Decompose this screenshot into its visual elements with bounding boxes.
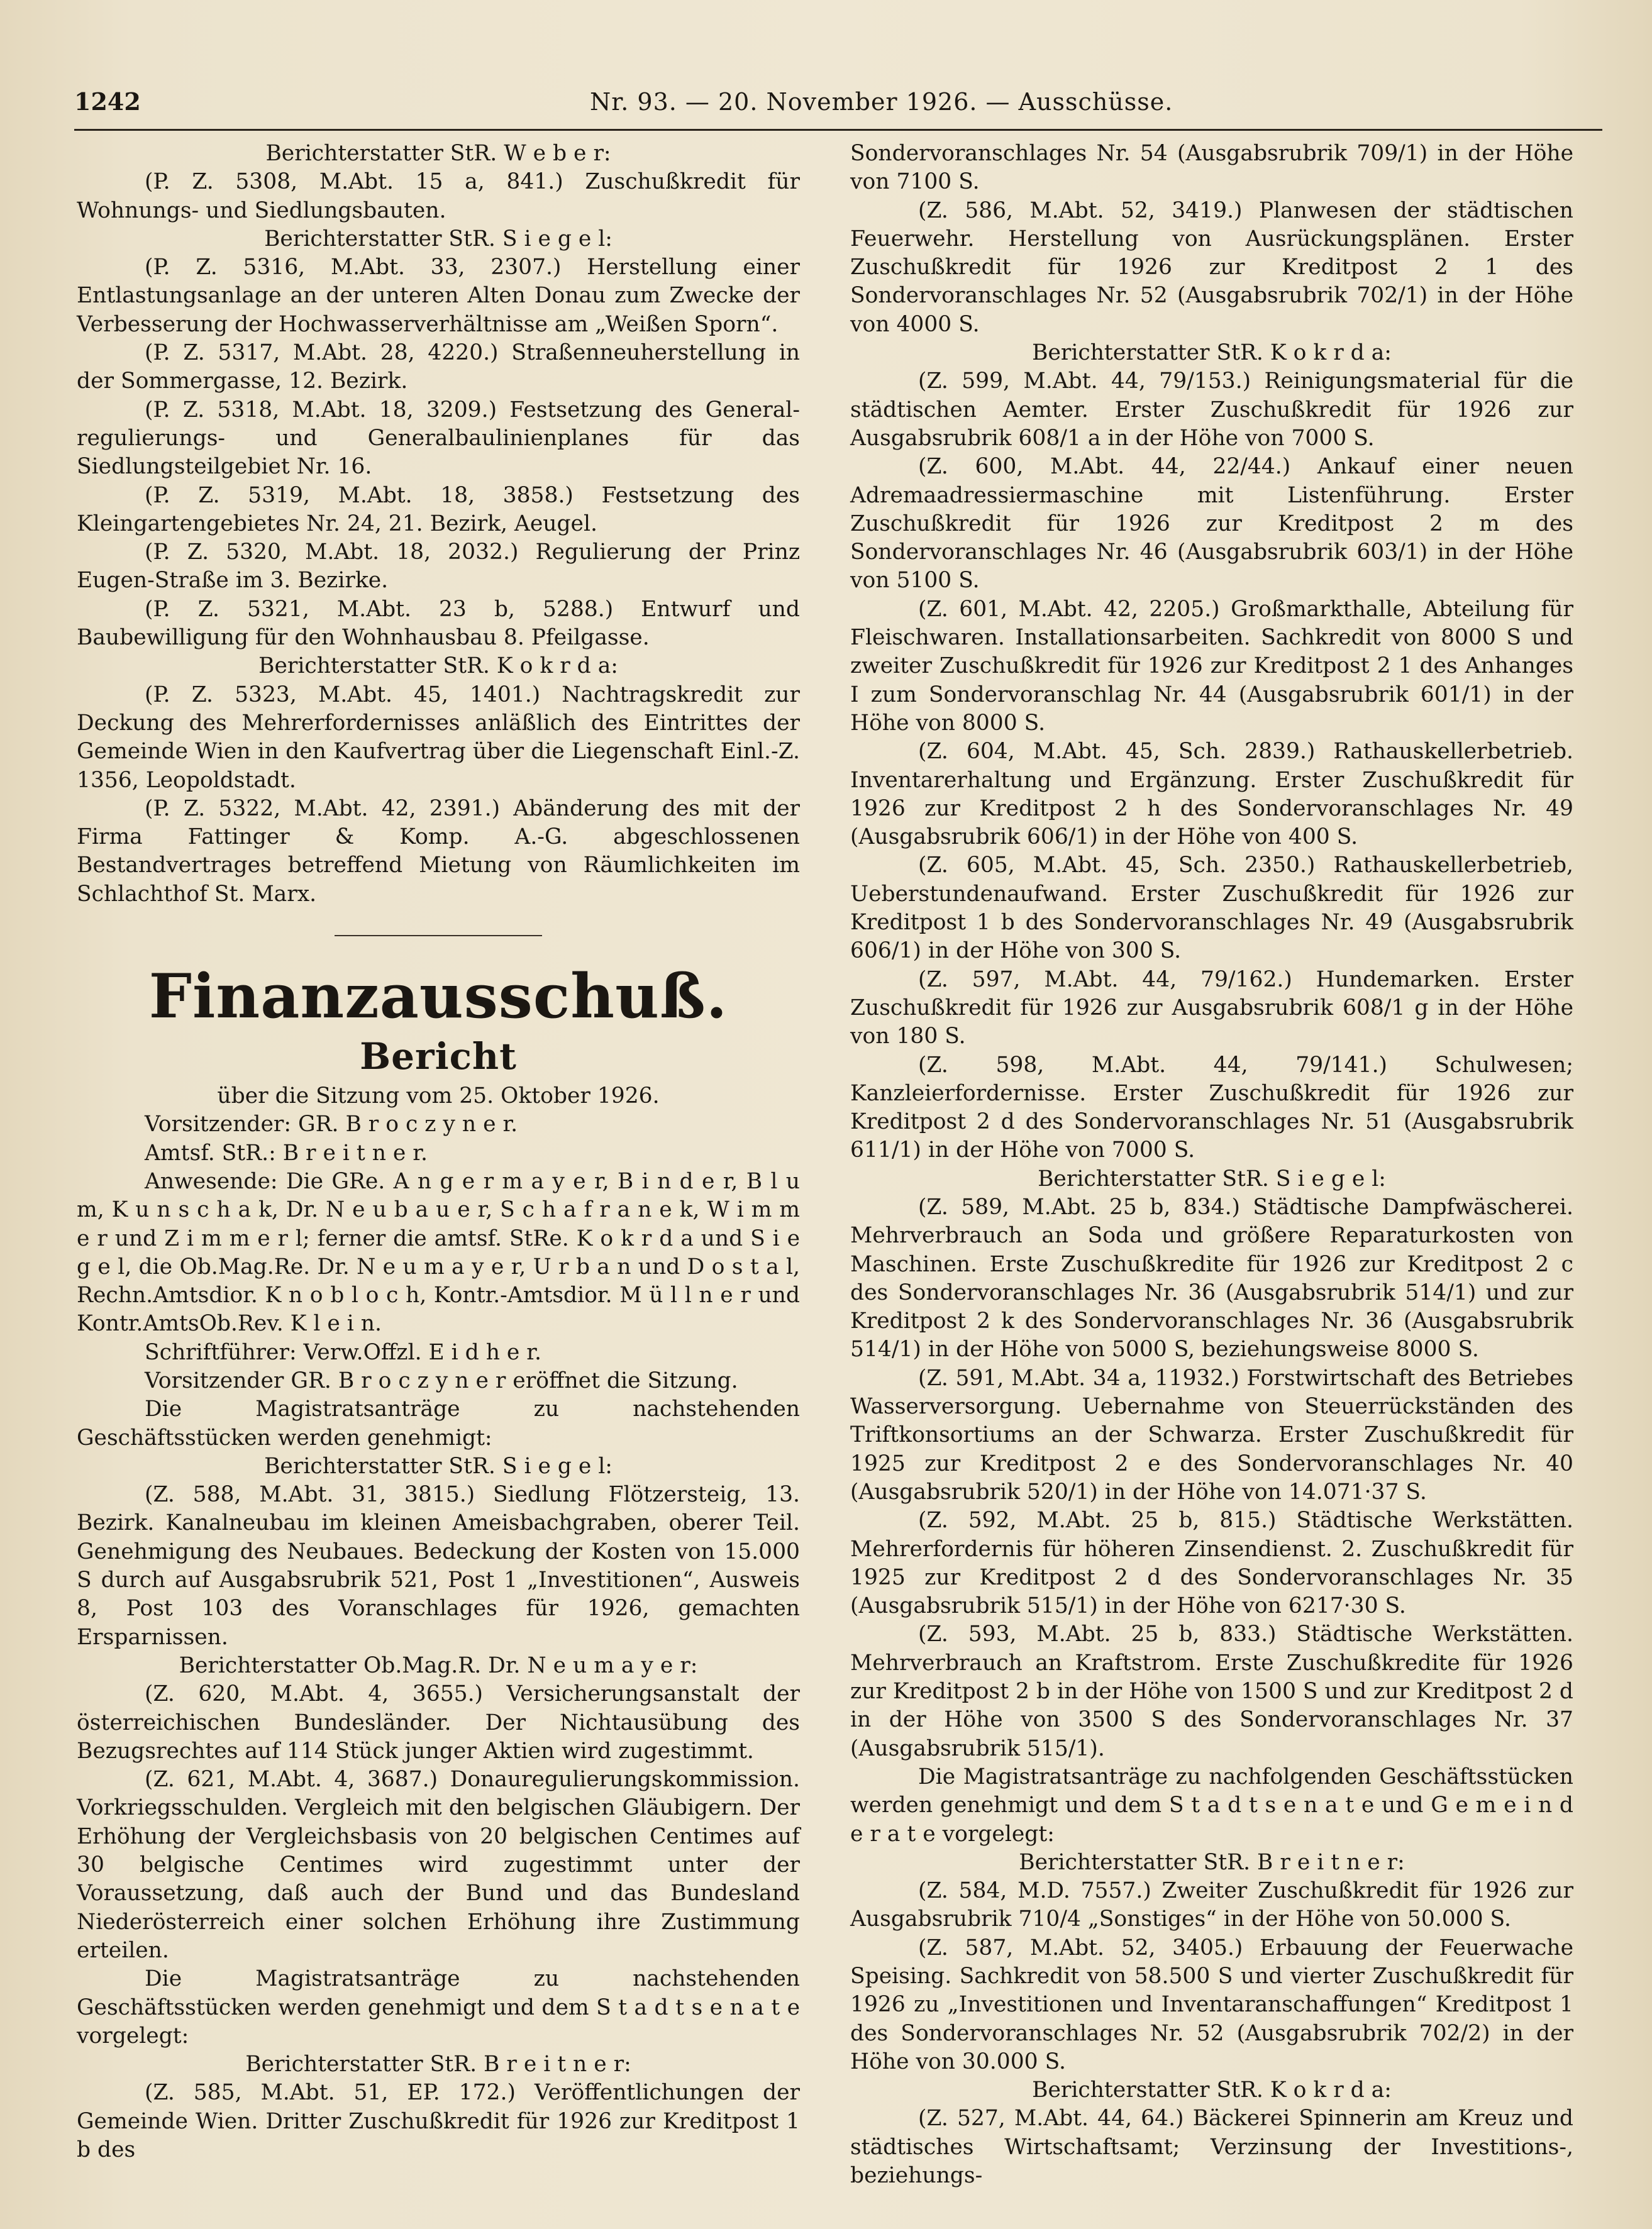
agenda-paragraph: (Z. 591, M.Abt. 34 a, 11932.) Forstwirtschaft des Betriebes Wasserversorgung. Uebernahme von Steuerrückständen des Triftkonsortiums an der Schwarza. Erster Zuschußkredit für 1925 zur Kreditpost 2 e des Sondervoranschlages Nr. 40 (Ausgabsrubrik 520/1) in der Höhe von 14.071·37 S. [850, 1365, 1573, 1505]
agenda-paragraph: (P. Z. 5308, M.Abt. 15 a, 841.) Zuschußkredit für Wohnungs- und Siedlungsbauten. [77, 169, 800, 223]
page-number: 1242 [74, 87, 141, 116]
agenda-paragraph: Vorsitzender GR. B r o c z y n e r eröffnet die Sitzung. [145, 1368, 738, 1393]
rapporteur-heading: Berichterstatter StR. K o k r d a: [1032, 340, 1392, 366]
rapporteur-heading: Berichterstatter StR. B r e i t n e r: [1019, 1849, 1405, 1875]
agenda-paragraph: (Z. 586, M.Abt. 52, 3419.) Planwesen der städtischen Feuerwehr. Herstellung von Ausrückungsplänen. Erster Zuschußkredit für 1926 zur Kreditpost 2 1 des Sondervoranschlages Nr. 52 (Ausgabsrubrik 702/1) in der Höhe von 4000 S. [850, 197, 1573, 337]
agenda-paragraph: (Z. 589, M.Abt. 25 b, 834.) Städtische Dampfwäscherei. Mehrverbrauch an Soda und größere Reparaturkosten von Maschinen. Erste Zuschußkredite für 1926 zur Kreditpost 2 c des Sondervoranschlages Nr. 36 (Ausgabsrubrik 514/1) und zur Kreditpost 2 k des Sondervoranschlages Nr. 36 (Ausgabsrubrik 514/1) in der Höhe von 5000 S, beziehungsweise 8000 S. [850, 1194, 1573, 1363]
agenda-paragraph: Amtsf. StR.: B r e i t n e r. [145, 1140, 428, 1166]
section-separator [335, 935, 542, 936]
agenda-paragraph: (Z. 599, M.Abt. 44, 79/153.) Reinigungsmaterial für die städtischen Aemter. Erster Zuschußkredit für 1926 zur Ausgabsrubrik 608/1 a in der Höhe von 7000 S. [850, 368, 1573, 451]
agenda-paragraph: (Z. 598, M.Abt. 44, 79/141.) Schulwesen; Kanzleierfordernisse. Erster Zuschußkredit für 1926 zur Kreditpost 2 d des Sondervoranschlages Nr. 51 (Ausgabsrubrik 611/1) in der Höhe von 7000 S. [850, 1052, 1573, 1163]
agenda-paragraph: (Z. 604, M.Abt. 45, Sch. 2839.) Rathauskellerbetrieb. Inventarerhaltung und Ergänzung. Erster Zuschußkredit für 1926 zur Kreditpost 2 h des Sondervoranschlages Nr. 49 (Ausgabsrubrik 606/1) in der Höhe von 400 S. [850, 739, 1573, 850]
rapporteur-heading: Berichterstatter Ob.Mag.R. Dr. N e u m a y e r: [179, 1652, 698, 1678]
header-rule [74, 129, 1602, 131]
right-column [850, 140, 1573, 2190]
agenda-paragraph: (P. Z. 5317, M.Abt. 28, 4220.) Straßenneuherstellung in der Sommergasse, 12. Bezirk. [77, 340, 800, 394]
agenda-paragraph: (P. Z. 5322, M.Abt. 42, 2391.) Abänderung des mit der Firma Fattinger & Komp. A.-G. abgeschlossenen Bestandvertrages betreffend Mietung von Räumlichkeiten im Schlachthof St. Marx. [77, 795, 800, 907]
agenda-paragraph: Die Magistratsanträge zu nachstehenden Geschäftsstücken werden genehmigt und dem S t a d t s e n a t e vorgelegt: [77, 1966, 800, 2049]
rapporteur-heading: Berichterstatter StR. K o k r d a: [258, 653, 618, 679]
agenda-paragraph: (Z. 600, M.Abt. 44, 22/44.) Ankauf einer neuen Adremaadressiermaschine mit Listenführung. Erster Zuschußkredit für 1926 zur Kreditpost 2 m des Sondervoranschlages Nr. 46 (Ausgabsrubrik 603/1) in der Höhe von 5100 S. [850, 454, 1573, 594]
agenda-paragraph: (Z. 601, M.Abt. 42, 2205.) Großmarkthalle, Abteilung für Fleischwaren. Installationsarbeiten. Sachkredit von 8000 S und zweiter Zuschußkredit für 1926 zur Kreditpost 2 1 des Anhanges I zum Sondervoranschlag Nr. 44 (Ausgabsrubrik 601/1) in der Höhe von 8000 S. [850, 596, 1573, 736]
rapporteur-heading: über die Sitzung vom 25. Oktober 1926. [217, 1083, 660, 1109]
page-header [74, 87, 1596, 124]
agenda-paragraph: (Z. 605, M.Abt. 45, Sch. 2350.) Rathauskellerbetrieb, Ueberstundenaufwand. Erster Zuschußkredit für 1926 zur Kreditpost 1 b des Sondervoranschlages Nr. 49 (Ausgabsrubrik 606/1) in der Höhe von 300 S. [850, 853, 1573, 964]
agenda-paragraph: Vorsitzender: GR. B r o c z y n e r. [145, 1112, 518, 1137]
section-subtitle: Bericht [360, 1035, 517, 1078]
agenda-paragraph: Die Magistratsanträge zu nachstehenden Geschäftsstücken werden genehmigt: [77, 1397, 800, 1451]
agenda-paragraph: Sondervoranschlages Nr. 54 (Ausgabsrubrik 709/1) in der Höhe von 7100 S. [850, 141, 1573, 195]
agenda-paragraph: (P. Z. 5320, M.Abt. 18, 2032.) Regulierung der Prinz Eugen-Straße im 3. Bezirke. [77, 539, 800, 594]
agenda-paragraph: (P. Z. 5323, M.Abt. 45, 1401.) Nachtragskredit zur Deckung des Mehrerfordernisses anläßlich des Eintrittes der Gemeinde Wien in den Kaufvertrag über die Liegenschaft Einl.-Z. 1356, Leopoldstadt. [77, 682, 800, 793]
rapporteur-heading: Berichterstatter StR. K o k r d a: [1032, 2077, 1392, 2103]
rapporteur-heading: Berichterstatter StR. S i e g e l: [264, 1453, 613, 1479]
agenda-paragraph: Schriftführer: Verw.Offzl. E i d h e r. [145, 1339, 541, 1365]
left-column [77, 140, 800, 2164]
agenda-paragraph: (Z. 588, M.Abt. 31, 3815.) Siedlung Flötzersteig, 13. Bezirk. Kanalneubau im kleinen Ameisbachgraben, oberer Teil. Genehmigung des Neubaues. Bedeckung der Kosten von 15.000 S durch auf Ausgabsrubrik 521, Post 1 „Investitionen“, Ausweis 8, Post 103 des Voranschlages für 1926, gemachten Ersparnissen. [77, 1482, 800, 1650]
agenda-paragraph: (Z. 592, M.Abt. 25 b, 815.) Städtische Werkstätten. Mehrerfordernis für höheren Zinsendienst. 2. Zuschußkredit für 1925 zur Kreditpost 2 d des Sondervoranschlages Nr. 35 (Ausgabsrubrik 515/1) in der Höhe von 6217·30 S. [850, 1508, 1573, 1619]
agenda-paragraph: Die Magistratsanträge zu nachfolgenden Geschäftsstücken werden genehmigt und dem S t a d t s e n a t e und G e m e i n d e r a t e vorgelegt: [850, 1764, 1573, 1847]
agenda-paragraph: (Z. 584, M.D. 7557.) Zweiter Zuschußkredit für 1926 zur Ausgabsrubrik 710/4 „Sonstiges“ in der Höhe von 50.000 S. [850, 1878, 1573, 1932]
section-title: Finanzausschuß. [148, 961, 728, 1032]
right-column-blocks [850, 140, 1573, 2190]
agenda-paragraph: (P. Z. 5316, M.Abt. 33, 2307.) Herstellung einer Entlastungsanlage an der unteren Alten Donau zum Zwecke der Verbesserung der Hochwasserverhältnisse am „Weißen Sporn“. [77, 255, 800, 337]
left-column-blocks [77, 140, 800, 909]
agenda-paragraph: (Z. 621, M.Abt. 4, 3687.) Donauregulierungskommission. Vorkriegsschulden. Vergleich mit den belgischen Gläubigern. Der Erhöhung der Vergleichsbasis von 20 belgischen Centimes auf 30 belgische Centimes wird zugestimmt unter der Voraussetzung, daß auch der Bund und das Bundesland Niederösterreich einer solchen Erhöhung ihre Zustimmung erteilen. [77, 1767, 800, 1963]
agenda-paragraph: (Z. 620, M.Abt. 4, 3655.) Versicherungsanstalt der österreichischen Bundesländer. Der Nichtausübung des Bezugsrechtes auf 114 Stück junger Aktien wird zugestimmt. [77, 1681, 800, 1764]
rapporteur-heading: Berichterstatter StR. S i e g e l: [264, 226, 613, 252]
agenda-paragraph: (P. Z. 5319, M.Abt. 18, 3858.) Festsetzung des Kleingartengebietes Nr. 24, 21. Bezirk, Aeugel. [77, 482, 800, 536]
agenda-paragraph: (Z. 587, M.Abt. 52, 3405.) Erbauung der Feuerwache Speising. Sachkredit von 58.500 S und vierter Zuschußkredit für 1926 zu „Investitionen und Inventaranschaffungen“ Kreditpost 1 des Sondervoranschlages Nr. 52 (Ausgabsrubrik 702/2) in der Höhe von 30.000 S. [850, 1935, 1573, 2074]
agenda-paragraph: (Z. 585, M.Abt. 51, EP. 172.) Veröffentlichungen der Gemeinde Wien. Dritter Zuschußkredit für 1926 zur Kreditpost 1 b des [77, 2080, 800, 2162]
rapporteur-heading: Berichterstatter StR. S i e g e l: [1038, 1166, 1386, 1192]
rapporteur-heading: Berichterstatter StR. W e b e r: [265, 141, 611, 166]
agenda-paragraph: (P. Z. 5321, M.Abt. 23 b, 5288.) Entwurf und Baubewilligung für den Wohnhausbau 8. Pfeilgasse. [77, 596, 800, 651]
agenda-paragraph: (Z. 597, M.Abt. 44, 79/162.) Hundemarken. Erster Zuschußkredit für 1926 zur Ausgabsrubrik 608/1 g in der Höhe von 180 S. [850, 966, 1573, 1049]
left-column-report-blocks [77, 1082, 800, 2164]
agenda-paragraph: Anwesende: Die GRe. A n g e r m a y e r, B i n d e r, B l u m, K u n s c h a k, Dr. N e u b a u e r, S c h a f r a n e k, W i m m e r und Z i m m e r l; ferner die amtsf. StRe. K o k r d a und S i e g e l, die Ob.Mag.Re. Dr. N e u m a y e r, U r b a n und D o s t a l, Rechn.Amtsdior. K n o b l o c h, Kontr.-Amtsdior. M ü l l n e r und Kontr.AmtsOb.Rev. K l e i n. [77, 1168, 800, 1337]
agenda-paragraph: (Z. 593, M.Abt. 25 b, 833.) Städtische Werkstätten. Mehrverbrauch an Kraftstrom. Erste Zuschußkredite für 1926 zur Kreditpost 2 b in der Höhe von 1500 S und zur Kreditpost 2 d in der Höhe von 3500 S des Sondervoranschlages Nr. 37 (Ausgabsrubrik 515/1). [850, 1622, 1573, 1761]
issue-title: Nr. 93. — 20. November 1926. — Ausschüsse. [590, 88, 1173, 116]
agenda-paragraph: (P. Z. 5318, M.Abt. 18, 3209.) Festsetzung des General- regulierungs- und Generalbaulinienplanes für das Siedlungsteilgebiet Nr. 16. [77, 397, 800, 480]
rapporteur-heading: Berichterstatter StR. B r e i t n e r: [245, 2052, 631, 2077]
agenda-paragraph: (Z. 527, M.Abt. 44, 64.) Bäckerei Spinnerin am Kreuz und städtisches Wirtschaftsamt; Verzinsung der Investitions-, beziehungs- [850, 2106, 1573, 2189]
